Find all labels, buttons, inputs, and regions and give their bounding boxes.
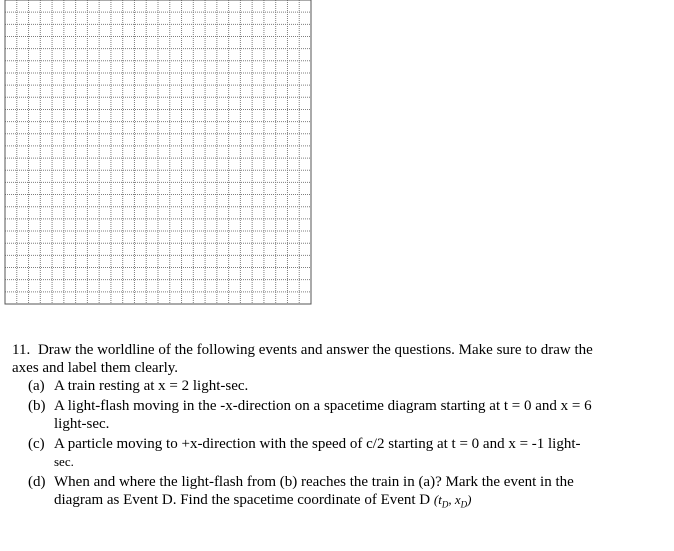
question-number: 11. <box>12 342 31 358</box>
part-a-letter: (a) <box>28 378 45 394</box>
part-d-letter: (d) <box>28 474 46 490</box>
coord-sub-t: D <box>441 499 449 510</box>
part-a <box>12 377 652 395</box>
question-11 <box>12 341 652 514</box>
stem-line-1: Draw the worldline of the following events and answer the questions. Make sure to draw the <box>37 342 593 358</box>
question-parts <box>12 377 652 514</box>
part-d-line-2 <box>54 491 652 514</box>
coord-sub-x: D <box>460 499 468 510</box>
part-d-line-2-text: diagram as Event D. Find the spacetime coordinate of Event D <box>54 492 434 508</box>
part-c-line-1: A particle moving to +x-direction with the speed of c/2 starting at t = 0 and x = -1 light- <box>54 436 581 452</box>
coord-open: (t <box>433 492 442 507</box>
part-b-letter: (b) <box>28 398 46 414</box>
coord-mid: , x <box>448 492 461 507</box>
stem-line-2: axes and label them clearly. <box>12 360 179 376</box>
part-d <box>12 473 652 514</box>
event-d-coordinate <box>433 492 472 510</box>
graph-paper-grid <box>0 0 314 315</box>
coord-close: ) <box>467 492 472 507</box>
part-a-text: A train resting at x = 2 light-sec. <box>54 378 249 394</box>
part-c <box>12 435 652 471</box>
part-b <box>12 397 652 433</box>
question-stem <box>12 341 652 377</box>
part-b-line-2: light-sec. <box>54 416 110 432</box>
part-d-line-1: When and where the light-flash from (b) reaches the train in (a)? Mark the event in the <box>54 474 574 490</box>
part-b-line-1: A light-flash moving in the -x-direction on a spacetime diagram starting at t = 0 and x = 6 <box>54 398 592 414</box>
grid-svg <box>0 0 314 310</box>
part-c-line-2: sec. <box>54 454 74 469</box>
part-c-letter: (c) <box>28 436 45 452</box>
